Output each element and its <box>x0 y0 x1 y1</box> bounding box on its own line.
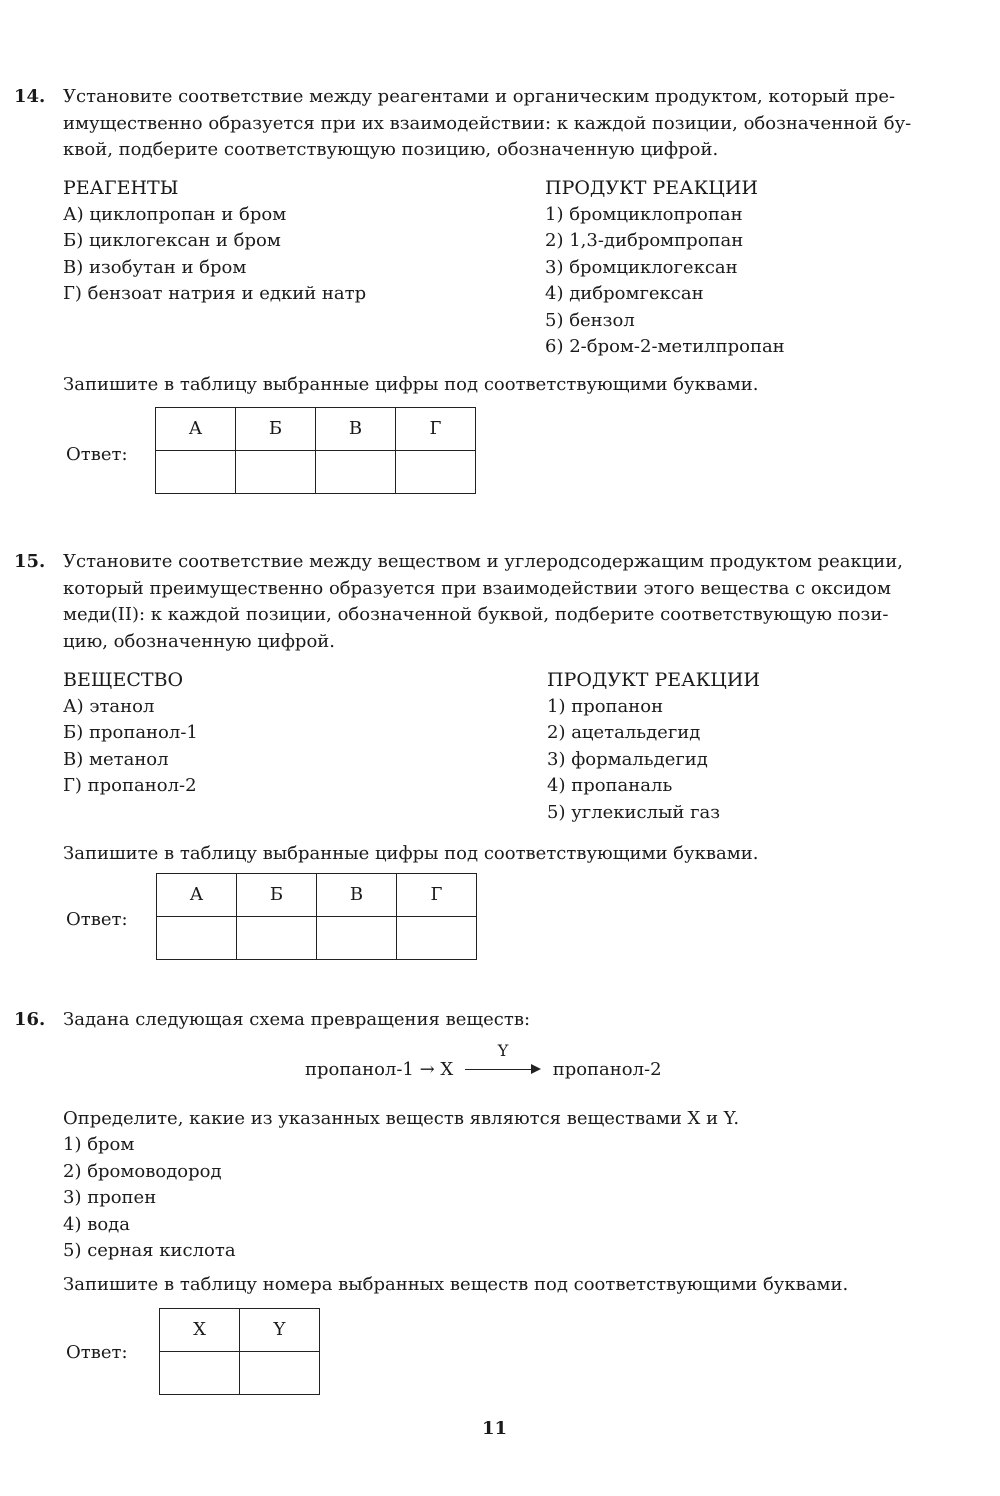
answer-cell-a[interactable] <box>157 917 237 960</box>
list-item: А) этанол <box>63 695 155 717</box>
answer-header-v: В <box>317 874 397 917</box>
question-line: который преимущественно образуется при взаимодействии этого вещества с оксидом <box>63 577 892 599</box>
column-header: ПРОДУКТ РЕАКЦИИ <box>547 669 760 691</box>
list-item: 6) 2-бром-2-метилпропан <box>545 336 785 357</box>
list-item: Б) циклогексан и бром <box>63 230 281 251</box>
answer-table <box>155 407 476 494</box>
answer-cell-g[interactable] <box>397 917 477 960</box>
answer-label: Ответ: <box>66 444 128 465</box>
task-number: 14. <box>14 86 46 107</box>
answer-header-b: Б <box>237 874 317 917</box>
task-number: 16. <box>14 1009 46 1030</box>
task-question: Задана следующая схема превращения веществ: <box>63 1009 531 1030</box>
answer-label: Ответ: <box>66 909 128 930</box>
answer-cell-g[interactable] <box>396 451 476 494</box>
list-item: 4) вода <box>63 1213 130 1235</box>
answer-cell-v[interactable] <box>317 917 397 960</box>
list-item: 4) пропаналь <box>547 775 673 796</box>
options-list <box>63 1132 236 1265</box>
task-number: 15. <box>14 551 46 572</box>
answer-cell-b[interactable] <box>237 917 317 960</box>
answer-header-g: Г <box>397 874 477 917</box>
list-item: Г) бензоат натрия и едкий натр <box>63 283 367 304</box>
instruction: Запишите в таблицу выбранные цифры под соответствующими буквами. <box>63 374 759 395</box>
column-header: ПРОДУКТ РЕАКЦИИ <box>545 177 758 199</box>
reagents-column <box>63 175 366 308</box>
list-item: 2) 1,3-дибромпропан <box>545 230 744 251</box>
instruction: Запишите в таблицу выбранные цифры под соответствующими буквами. <box>63 843 759 864</box>
question-line: квой, подберите соответствующую позицию, обозначенную цифрой. <box>63 139 719 160</box>
answer-cell-b[interactable] <box>236 451 316 494</box>
list-item: 1) бромциклопропан <box>545 203 743 225</box>
answer-header-b: Б <box>236 408 316 451</box>
answer-cell-a[interactable] <box>156 451 236 494</box>
list-item: 2) бромоводород <box>63 1160 222 1182</box>
list-item: 1) пропанон <box>547 695 664 717</box>
answer-header-y: Y <box>240 1309 320 1352</box>
list-item: 5) углекислый газ <box>547 801 721 823</box>
arrow-line <box>465 1069 533 1070</box>
question-line: Установите соответствие между веществом и углеродсодержащим продуктом реакции, <box>63 551 904 572</box>
scheme-end: пропанол-2 <box>552 1059 662 1080</box>
answer-header-x: X <box>160 1309 240 1352</box>
answer-cell-x[interactable] <box>160 1352 240 1395</box>
column-header: ВЕЩЕСТВО <box>63 669 184 691</box>
answer-label: Ответ: <box>66 1342 128 1363</box>
column-header: РЕАГЕНТЫ <box>63 177 179 199</box>
products-column <box>545 175 785 361</box>
question-line: меди(II): к каждой позиции, обозначенной буквой, подберите соответствующую пози- <box>63 604 889 625</box>
question-line: Установите соответствие между реагентами и органическим продуктом, который пре- <box>63 86 896 107</box>
page-number: 11 <box>482 1418 508 1439</box>
instruction: Запишите в таблицу номера выбранных веществ под соответствующими буквами. <box>63 1274 849 1295</box>
answer-table <box>156 873 477 960</box>
list-item: 3) пропен <box>63 1187 157 1208</box>
list-item: В) изобутан и бром <box>63 256 247 278</box>
arrow-head-icon <box>531 1064 541 1074</box>
answer-table <box>159 1308 320 1395</box>
list-item: 4) дибромгексан <box>545 283 704 304</box>
scheme-start: пропанол-1 → X <box>305 1059 454 1080</box>
list-item: 5) серная кислота <box>63 1240 236 1261</box>
reaction-scheme <box>305 1041 662 1084</box>
task-question <box>63 549 958 655</box>
reaction-arrow <box>465 1041 541 1080</box>
arrow-label: Y <box>497 1041 509 1060</box>
list-item: А) циклопропан и бром <box>63 203 287 225</box>
question-line: цию, обозначенную цифрой. <box>63 630 336 652</box>
list-item: Г) пропанол-2 <box>63 775 197 796</box>
list-item: 1) бром <box>63 1134 135 1155</box>
answer-header-g: Г <box>396 408 476 451</box>
question-line: имущественно образуется при их взаимодействии: к каждой позиции, обозначенной бу- <box>63 112 912 134</box>
task-question <box>63 84 958 164</box>
substance-column <box>63 667 198 800</box>
answer-cell-y[interactable] <box>240 1352 320 1395</box>
list-item: 3) бромциклогексан <box>545 256 738 278</box>
answer-header-v: В <box>316 408 396 451</box>
list-item: 5) бензол <box>545 309 635 331</box>
list-item: В) метанол <box>63 748 169 770</box>
products-column <box>547 667 760 826</box>
answer-header-a: А <box>156 408 236 451</box>
answer-header-a: А <box>157 874 237 917</box>
list-item: 3) формальдегид <box>547 748 708 770</box>
list-item: 2) ацетальдегид <box>547 722 701 743</box>
prompt: Определите, какие из указанных веществ являются веществами X и Y. <box>63 1108 740 1129</box>
answer-cell-v[interactable] <box>316 451 396 494</box>
list-item: Б) пропанол-1 <box>63 722 198 743</box>
